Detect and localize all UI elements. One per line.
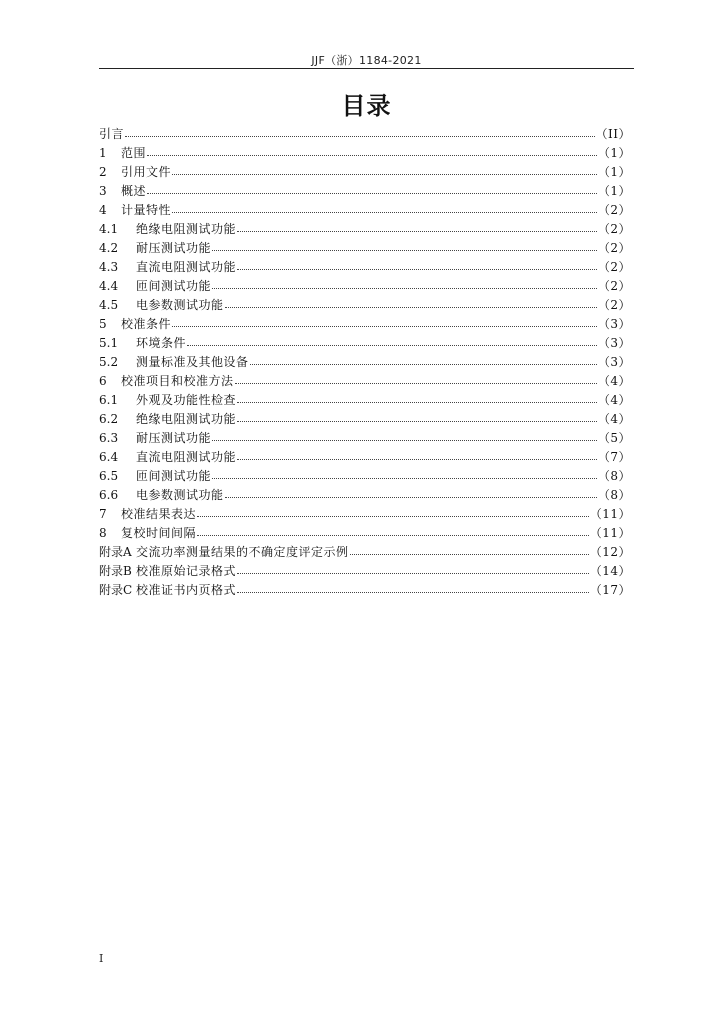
toc-dot-leader xyxy=(197,503,589,517)
toc-entry-page: （2） xyxy=(597,298,631,312)
toc-entry-label: 绝缘电阻测试功能 xyxy=(136,222,237,236)
toc-entry-label: 直流电阻测试功能 xyxy=(136,260,237,274)
toc-dot-leader xyxy=(250,351,597,365)
toc-entry-label: 引用文件 xyxy=(121,165,172,179)
toc-entry[interactable] xyxy=(99,580,631,599)
toc-entry-number: 附录B xyxy=(99,564,132,578)
toc-entry-label: 计量特性 xyxy=(121,203,172,217)
toc-entry[interactable] xyxy=(99,409,631,428)
toc-entry-page: （II） xyxy=(595,127,631,141)
toc-entry-page: （2） xyxy=(597,260,631,274)
toc-entry-number: 6.2 xyxy=(99,412,119,426)
toc-entry-label: 范围 xyxy=(121,146,147,160)
toc-entry-number: 7 xyxy=(99,507,107,521)
toc-entry-number: 4.4 xyxy=(99,279,119,293)
toc-entry[interactable] xyxy=(99,390,631,409)
toc-entry[interactable] xyxy=(99,428,631,447)
toc-dot-leader xyxy=(237,579,589,593)
toc-entry-label: 绝缘电阻测试功能 xyxy=(136,412,237,426)
toc-entry[interactable] xyxy=(99,523,631,542)
toc-entry[interactable] xyxy=(99,314,631,333)
toc-entry-number: 8 xyxy=(99,526,107,540)
toc-entry-label: 校准结果表达 xyxy=(121,507,197,521)
toc-entry[interactable] xyxy=(99,200,631,219)
toc-entry-label: 校准原始记录格式 xyxy=(136,564,237,578)
toc-dot-leader xyxy=(237,218,597,232)
toc-entry-page: （8） xyxy=(597,469,631,483)
toc-entry-page: （3） xyxy=(597,336,631,350)
toc-entry[interactable] xyxy=(99,447,631,466)
toc-entry-page: （2） xyxy=(597,241,631,255)
toc-entry-label: 校准证书内页格式 xyxy=(136,583,237,597)
toc-entry-number: 4 xyxy=(99,203,107,217)
page-number: I xyxy=(99,952,104,965)
toc-entry[interactable] xyxy=(99,295,631,314)
toc-dot-leader xyxy=(172,161,597,175)
toc-entry-page: （3） xyxy=(597,317,631,331)
toc-dot-leader xyxy=(197,522,589,536)
toc-entry-page: （2） xyxy=(597,203,631,217)
toc-entry[interactable] xyxy=(99,219,631,238)
toc-dot-leader xyxy=(237,256,597,270)
toc-entry-label: 概述 xyxy=(121,184,147,198)
toc-entry-label: 外观及功能性检查 xyxy=(136,393,237,407)
table-of-contents xyxy=(99,124,631,599)
toc-dot-leader xyxy=(225,484,597,498)
toc-dot-leader xyxy=(125,123,595,137)
toc-dot-leader xyxy=(187,332,597,346)
toc-entry-number: 3 xyxy=(99,184,107,198)
toc-entry-number: 附录A xyxy=(99,545,132,559)
toc-dot-leader xyxy=(172,313,597,327)
toc-entry-page: （14） xyxy=(589,564,631,578)
toc-entry-page: （2） xyxy=(597,279,631,293)
toc-dot-leader xyxy=(212,427,597,441)
toc-entry[interactable] xyxy=(99,143,631,162)
toc-dot-leader xyxy=(237,446,597,460)
toc-entry-page: （1） xyxy=(597,165,631,179)
toc-entry[interactable] xyxy=(99,542,631,561)
toc-entry-number: 6.1 xyxy=(99,393,119,407)
toc-entry-number: 6.4 xyxy=(99,450,119,464)
toc-entry-number: 5 xyxy=(99,317,107,331)
toc-dot-leader xyxy=(237,560,589,574)
toc-entry-page: （11） xyxy=(589,507,631,521)
toc-entry-page: （8） xyxy=(597,488,631,502)
toc-entry-label: 环境条件 xyxy=(136,336,187,350)
toc-entry-label: 耐压测试功能 xyxy=(136,431,212,445)
toc-dot-leader xyxy=(212,465,597,479)
toc-entry-page: （4） xyxy=(597,412,631,426)
toc-entry-number: 4.3 xyxy=(99,260,119,274)
toc-entry-page: （4） xyxy=(597,393,631,407)
header-divider xyxy=(99,68,634,69)
toc-entry[interactable] xyxy=(99,276,631,295)
toc-entry-number: 2 xyxy=(99,165,107,179)
toc-dot-leader xyxy=(147,142,597,156)
toc-entry[interactable] xyxy=(99,485,631,504)
toc-dot-leader xyxy=(172,199,597,213)
page-title: 目录 xyxy=(341,92,392,120)
toc-entry-page: （5） xyxy=(597,431,631,445)
toc-entry-label: 匝间测试功能 xyxy=(136,279,212,293)
toc-entry[interactable] xyxy=(99,352,631,371)
toc-dot-leader xyxy=(237,389,597,403)
toc-entry-number: 5.2 xyxy=(99,355,119,369)
toc-entry-label: 电参数测试功能 xyxy=(136,298,224,312)
toc-entry-label: 耐压测试功能 xyxy=(136,241,212,255)
toc-dot-leader xyxy=(350,541,589,555)
toc-entry-label: 匝间测试功能 xyxy=(136,469,212,483)
toc-dot-leader xyxy=(147,180,597,194)
toc-entry-number: 6 xyxy=(99,374,107,388)
toc-entry-number: 1 xyxy=(99,146,107,160)
toc-entry-label: 电参数测试功能 xyxy=(136,488,224,502)
toc-entry[interactable] xyxy=(99,162,631,181)
toc-dot-leader xyxy=(225,294,597,308)
toc-dot-leader xyxy=(235,370,597,384)
toc-entry-label: 直流电阻测试功能 xyxy=(136,450,237,464)
toc-entry[interactable] xyxy=(99,238,631,257)
toc-entry[interactable] xyxy=(99,561,631,580)
toc-entry-label: 校准条件 xyxy=(121,317,172,331)
toc-entry-number: 4.1 xyxy=(99,222,119,236)
toc-entry-page: （7） xyxy=(597,450,631,464)
toc-entry-page: （12） xyxy=(589,545,631,559)
toc-entry-label: 引言 xyxy=(99,127,125,141)
toc-entry-page: （3） xyxy=(597,355,631,369)
toc-entry-label: 复校时间间隔 xyxy=(121,526,197,540)
toc-entry-label: 测量标准及其他设备 xyxy=(136,355,249,369)
toc-entry[interactable] xyxy=(99,504,631,523)
toc-entry[interactable] xyxy=(99,257,631,276)
toc-entry-page: （4） xyxy=(597,374,631,388)
toc-entry-number: 4.2 xyxy=(99,241,119,255)
toc-entry[interactable] xyxy=(99,124,631,143)
toc-entry[interactable] xyxy=(99,333,631,352)
toc-entry-page: （11） xyxy=(589,526,631,540)
running-header: JJF（浙）1184-2021 xyxy=(311,54,422,67)
toc-entry-page: （1） xyxy=(597,184,631,198)
toc-entry[interactable] xyxy=(99,181,631,200)
toc-entry[interactable] xyxy=(99,371,631,390)
toc-entry-number: 5.1 xyxy=(99,336,119,350)
toc-dot-leader xyxy=(212,237,597,251)
toc-dot-leader xyxy=(212,275,597,289)
toc-entry[interactable] xyxy=(99,466,631,485)
toc-entry-label: 交流功率测量结果的不确定度评定示例 xyxy=(136,545,349,559)
toc-entry-label: 校准项目和校准方法 xyxy=(121,374,234,388)
toc-entry-number: 6.6 xyxy=(99,488,119,502)
toc-entry-number: 4.5 xyxy=(99,298,119,312)
toc-entry-page: （17） xyxy=(589,583,631,597)
toc-entry-number: 6.5 xyxy=(99,469,119,483)
toc-entry-number: 6.3 xyxy=(99,431,119,445)
toc-dot-leader xyxy=(237,408,597,422)
toc-entry-page: （2） xyxy=(597,222,631,236)
toc-entry-number: 附录C xyxy=(99,583,133,597)
toc-entry-page: （1） xyxy=(597,146,631,160)
